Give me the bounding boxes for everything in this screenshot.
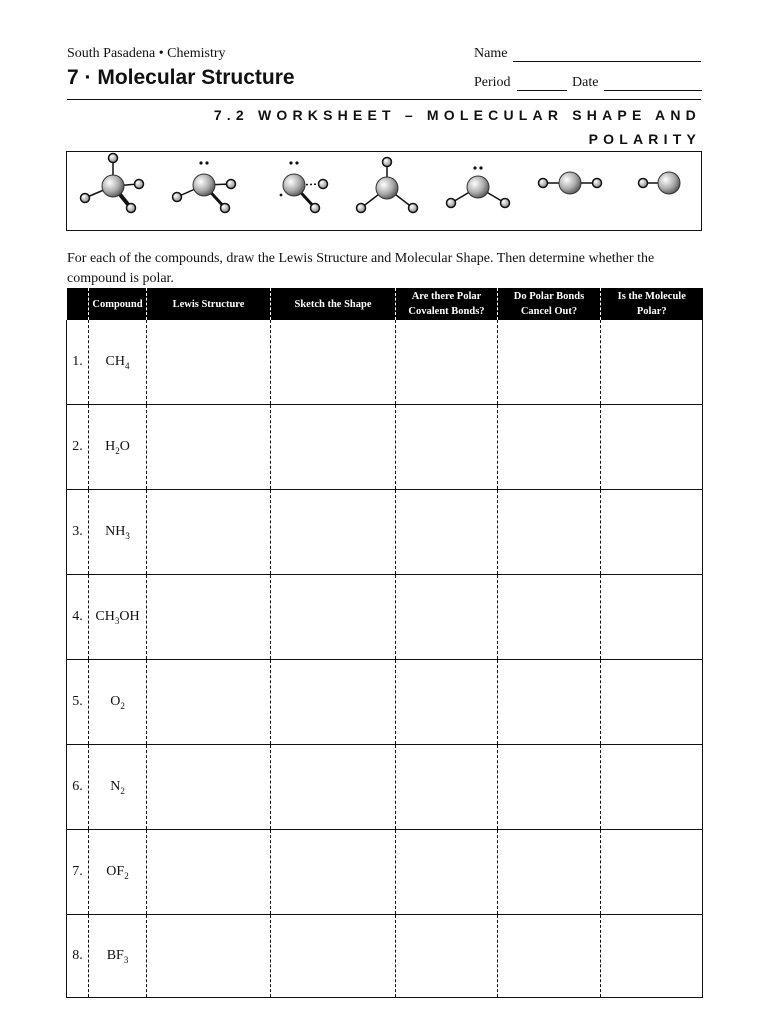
- compound-formula: [89, 660, 147, 745]
- bonds-cancel-cell[interactable]: [498, 320, 601, 405]
- table-row: [67, 490, 703, 575]
- polar-bonds-cell[interactable]: [396, 490, 498, 575]
- instructions: For each of the compounds, draw the Lewis Structure and Molecular Shape. Then determine whether the compound is polar.: [67, 251, 655, 286]
- name-blank[interactable]: [513, 46, 701, 62]
- diatomic-model: [639, 172, 681, 194]
- row-number: 4.: [67, 575, 89, 660]
- column-header: Do Polar Bonds Cancel Out?: [498, 288, 601, 320]
- molecule-polar-cell[interactable]: [601, 830, 703, 915]
- row-number: 1.: [67, 320, 89, 405]
- formula-subscript: 3: [125, 530, 130, 541]
- table-row: [67, 405, 703, 490]
- molecule-polar-cell[interactable]: [601, 915, 703, 998]
- formula-subscript: 2: [124, 870, 129, 881]
- shape-sketch-cell[interactable]: [271, 745, 396, 830]
- formula-text: CH: [105, 353, 125, 369]
- compound-formula: [89, 575, 147, 660]
- formula-subscript: 2: [120, 700, 125, 711]
- course-label: South Pasadena • Chemistry: [67, 46, 226, 61]
- compound-formula: [89, 320, 147, 405]
- table-row: [67, 745, 703, 830]
- unit-title: 7 · Molecular Structure: [67, 66, 295, 89]
- name-field[interactable]: [474, 46, 701, 62]
- polar-bonds-cell[interactable]: [396, 745, 498, 830]
- lewis-structure-cell[interactable]: [147, 915, 271, 998]
- row-number: 5.: [67, 660, 89, 745]
- period-blank[interactable]: [517, 75, 567, 91]
- bonds-cancel-cell[interactable]: [498, 660, 601, 745]
- date-blank[interactable]: [604, 75, 702, 91]
- compound-formula: [89, 915, 147, 998]
- column-header: Is the Molecule Polar?: [601, 288, 703, 320]
- shape-sketch-cell[interactable]: [271, 830, 396, 915]
- formula-text: OF: [106, 863, 125, 879]
- bonds-cancel-cell[interactable]: [498, 575, 601, 660]
- bonds-cancel-cell[interactable]: [498, 915, 601, 998]
- shape-sketch-cell[interactable]: [271, 490, 396, 575]
- lewis-structure-cell[interactable]: [147, 745, 271, 830]
- shape-sketch-cell[interactable]: [271, 575, 396, 660]
- formula-subscript: 3: [123, 954, 129, 965]
- lewis-structure-cell[interactable]: [147, 490, 271, 575]
- worksheet-table: [66, 288, 703, 998]
- shape-sketch-cell[interactable]: [271, 660, 396, 745]
- lewis-structure-cell[interactable]: [147, 660, 271, 745]
- period-label: Period: [474, 75, 511, 90]
- row-number: 2.: [67, 405, 89, 490]
- bent-model-2: [447, 166, 510, 207]
- molecule-models-illustration: [67, 152, 701, 230]
- formula-text: H: [105, 438, 116, 454]
- table-row: [67, 830, 703, 915]
- compound-formula: [89, 490, 147, 575]
- date-label: Date: [572, 75, 599, 90]
- formula-text: CH: [95, 608, 115, 624]
- bonds-cancel-cell[interactable]: [498, 745, 601, 830]
- molecule-polar-cell[interactable]: [601, 745, 703, 830]
- table-body: [67, 320, 703, 998]
- trigonal-pyramidal-model: [173, 161, 236, 212]
- row-number: 6.: [67, 745, 89, 830]
- table-row: [67, 915, 703, 998]
- polar-bonds-cell[interactable]: [396, 320, 498, 405]
- bonds-cancel-cell[interactable]: [498, 490, 601, 575]
- molecule-polar-cell[interactable]: [601, 660, 703, 745]
- molecule-polar-cell[interactable]: [601, 405, 703, 490]
- row-number: 8.: [67, 915, 89, 998]
- bonds-cancel-cell[interactable]: [498, 405, 601, 490]
- table-header: [67, 288, 703, 320]
- table-row: [67, 320, 703, 405]
- molecule-polar-cell[interactable]: [601, 575, 703, 660]
- tetrahedral-model: [81, 154, 144, 213]
- shape-sketch-cell[interactable]: [271, 915, 396, 998]
- formula-subscript: 2: [115, 445, 120, 456]
- row-number: 3.: [67, 490, 89, 575]
- column-header: Are there Polar Covalent Bonds?: [396, 288, 498, 320]
- compound-formula: [89, 830, 147, 915]
- lewis-structure-cell[interactable]: [147, 320, 271, 405]
- lewis-structure-cell[interactable]: [147, 405, 271, 490]
- polar-bonds-cell[interactable]: [396, 915, 498, 998]
- formula-text: O: [110, 693, 121, 709]
- formula-text: N: [110, 778, 121, 794]
- period-field[interactable]: [474, 75, 567, 91]
- table-row: [67, 660, 703, 745]
- formula-subscript: 2: [120, 785, 125, 796]
- polar-bonds-cell[interactable]: [396, 660, 498, 745]
- column-header: Compound: [89, 288, 147, 320]
- molecule-polar-cell[interactable]: [601, 490, 703, 575]
- formula-subscript: 4: [124, 360, 130, 371]
- lewis-structure-cell[interactable]: [147, 575, 271, 660]
- trigonal-planar-model: [357, 158, 418, 213]
- column-header: Sketch the Shape: [271, 288, 396, 320]
- date-field[interactable]: [572, 75, 702, 91]
- worksheet-title: 7.2 WORKSHEET – MOLECULAR SHAPE AND POLARITY: [213, 107, 701, 147]
- shape-sketch-cell[interactable]: [271, 405, 396, 490]
- lewis-structure-cell[interactable]: [147, 830, 271, 915]
- formula-subscript: 3: [114, 615, 120, 626]
- shape-sketch-cell[interactable]: [271, 320, 396, 405]
- header-rule: [67, 99, 701, 100]
- polar-bonds-cell[interactable]: [396, 405, 498, 490]
- formula-text: OH: [119, 608, 140, 624]
- column-header: [67, 288, 89, 320]
- row-number: 7.: [67, 830, 89, 915]
- bonds-cancel-cell[interactable]: [498, 830, 601, 915]
- linear-triatomic-model: [539, 172, 602, 194]
- formula-text: O: [119, 438, 130, 454]
- formula-text: NH: [105, 523, 126, 539]
- polar-bonds-cell[interactable]: [396, 830, 498, 915]
- name-label: Name: [474, 46, 508, 61]
- column-header: Lewis Structure: [147, 288, 271, 320]
- molecule-polar-cell[interactable]: [601, 320, 703, 405]
- table-row: [67, 575, 703, 660]
- compound-formula: [89, 405, 147, 490]
- compound-formula: [89, 745, 147, 830]
- formula-text: BF: [106, 947, 124, 963]
- molecule-models-strip: [66, 151, 702, 231]
- polar-bonds-cell[interactable]: [396, 575, 498, 660]
- bent-model: [280, 161, 328, 212]
